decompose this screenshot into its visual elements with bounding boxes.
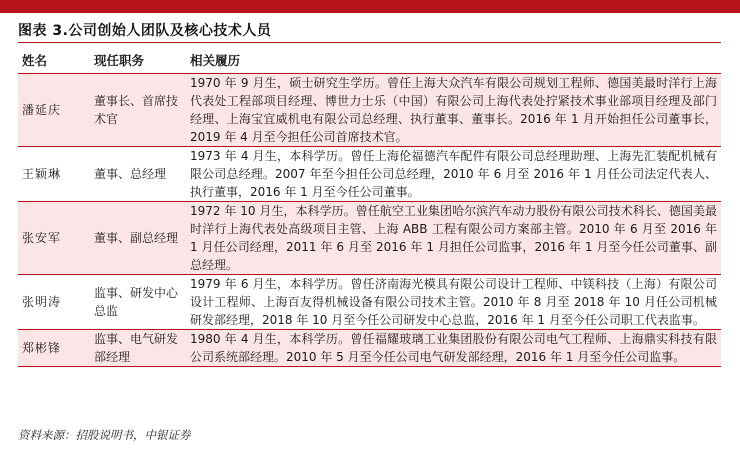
person-name: 张安军 — [18, 202, 90, 275]
header-bio: 相关履历 — [186, 47, 721, 74]
figure-title: 图表 3.公司创始人团队及核心技术人员 — [18, 23, 272, 39]
person-bio: 1970 年 9 月生，硕士研究生学历。曾任上海大众汽车有限公司规划工程师、德国美最时洋行上海代表处工程部项目经理、博世力士乐（中国）有限公司上海代表处拧紧技术事业部项目经理及部门经理、上海宝宜威机电有限公司总经理、执行董事、董事长。2016 年 1 月开始担任公司董事长，2019 年 4 月至今担任公司首席技术官。 — [186, 74, 721, 147]
person-bio: 1972 年 10 月生，本科学历。曾任航空工业集团哈尔滨汽车动力股份有限公司技术科长、德国美最时洋行上海代表处高级项目主管、上海 ABB 工程有限公司方案部主管。2010 年 6 月至 2016 年 1 月任公司经理，2011 年 6 月至 2016 年 1 月担任公司监事，2016 年 1 月至今任公司董事、副总经理。 — [186, 202, 721, 275]
title-rule — [18, 42, 721, 43]
founders-table — [18, 47, 721, 367]
person-position: 董事、总经理 — [90, 147, 186, 202]
person-position: 监事、电气研发部经理 — [90, 330, 186, 367]
source-note: 资料来源：招股说明书，中银证券 — [18, 428, 191, 442]
header-name: 姓名 — [18, 47, 90, 74]
person-name: 潘延庆 — [18, 74, 90, 147]
person-name: 张明涛 — [18, 275, 90, 330]
table-header-row — [18, 47, 721, 74]
person-name: 郑彬锋 — [18, 330, 90, 367]
person-bio: 1980 年 4 月生，本科学历。曾任福耀玻璃工业集团股份有限公司电气工程师、上海鼎实科技有限公司系统部经理。2010 年 5 月至今任公司电气研发部经理，2016 年 1 月至今任公司监事。 — [186, 330, 721, 367]
person-position: 董事长、首席技术官 — [90, 74, 186, 147]
person-name: 王颖琳 — [18, 147, 90, 202]
top-accent-bar — [0, 0, 740, 13]
table-row — [18, 330, 721, 367]
table-row — [18, 74, 721, 147]
person-bio: 1973 年 4 月生，本科学历。曾任上海伦福德汽车配件有限公司总经理助理、上海先汇装配机械有限公司总经理。2007 年至今担任公司总经理，2010 年 6 月至 2016 年 1 月任公司法定代表人、执行董事，2016 年 1 月至今任公司董事。 — [186, 147, 721, 202]
table-row — [18, 275, 721, 330]
table-row — [18, 147, 721, 202]
person-bio: 1979 年 6 月生，本科学历。曾任济南海光模具有限公司设计工程师、中镁科技（上海）有限公司设计工程师、上海百友得机械设备有限公司技术主管。2010 年 8 月至 2018 年 10 月任公司机械研发部经理，2018 年 10 月至今任公司研发中心总监，2016 年 1 月至今任公司职工代表监事。 — [186, 275, 721, 330]
person-position: 监事、研发中心总监 — [90, 275, 186, 330]
person-position: 董事、副总经理 — [90, 202, 186, 275]
table-row — [18, 202, 721, 275]
header-position: 现任职务 — [90, 47, 186, 74]
